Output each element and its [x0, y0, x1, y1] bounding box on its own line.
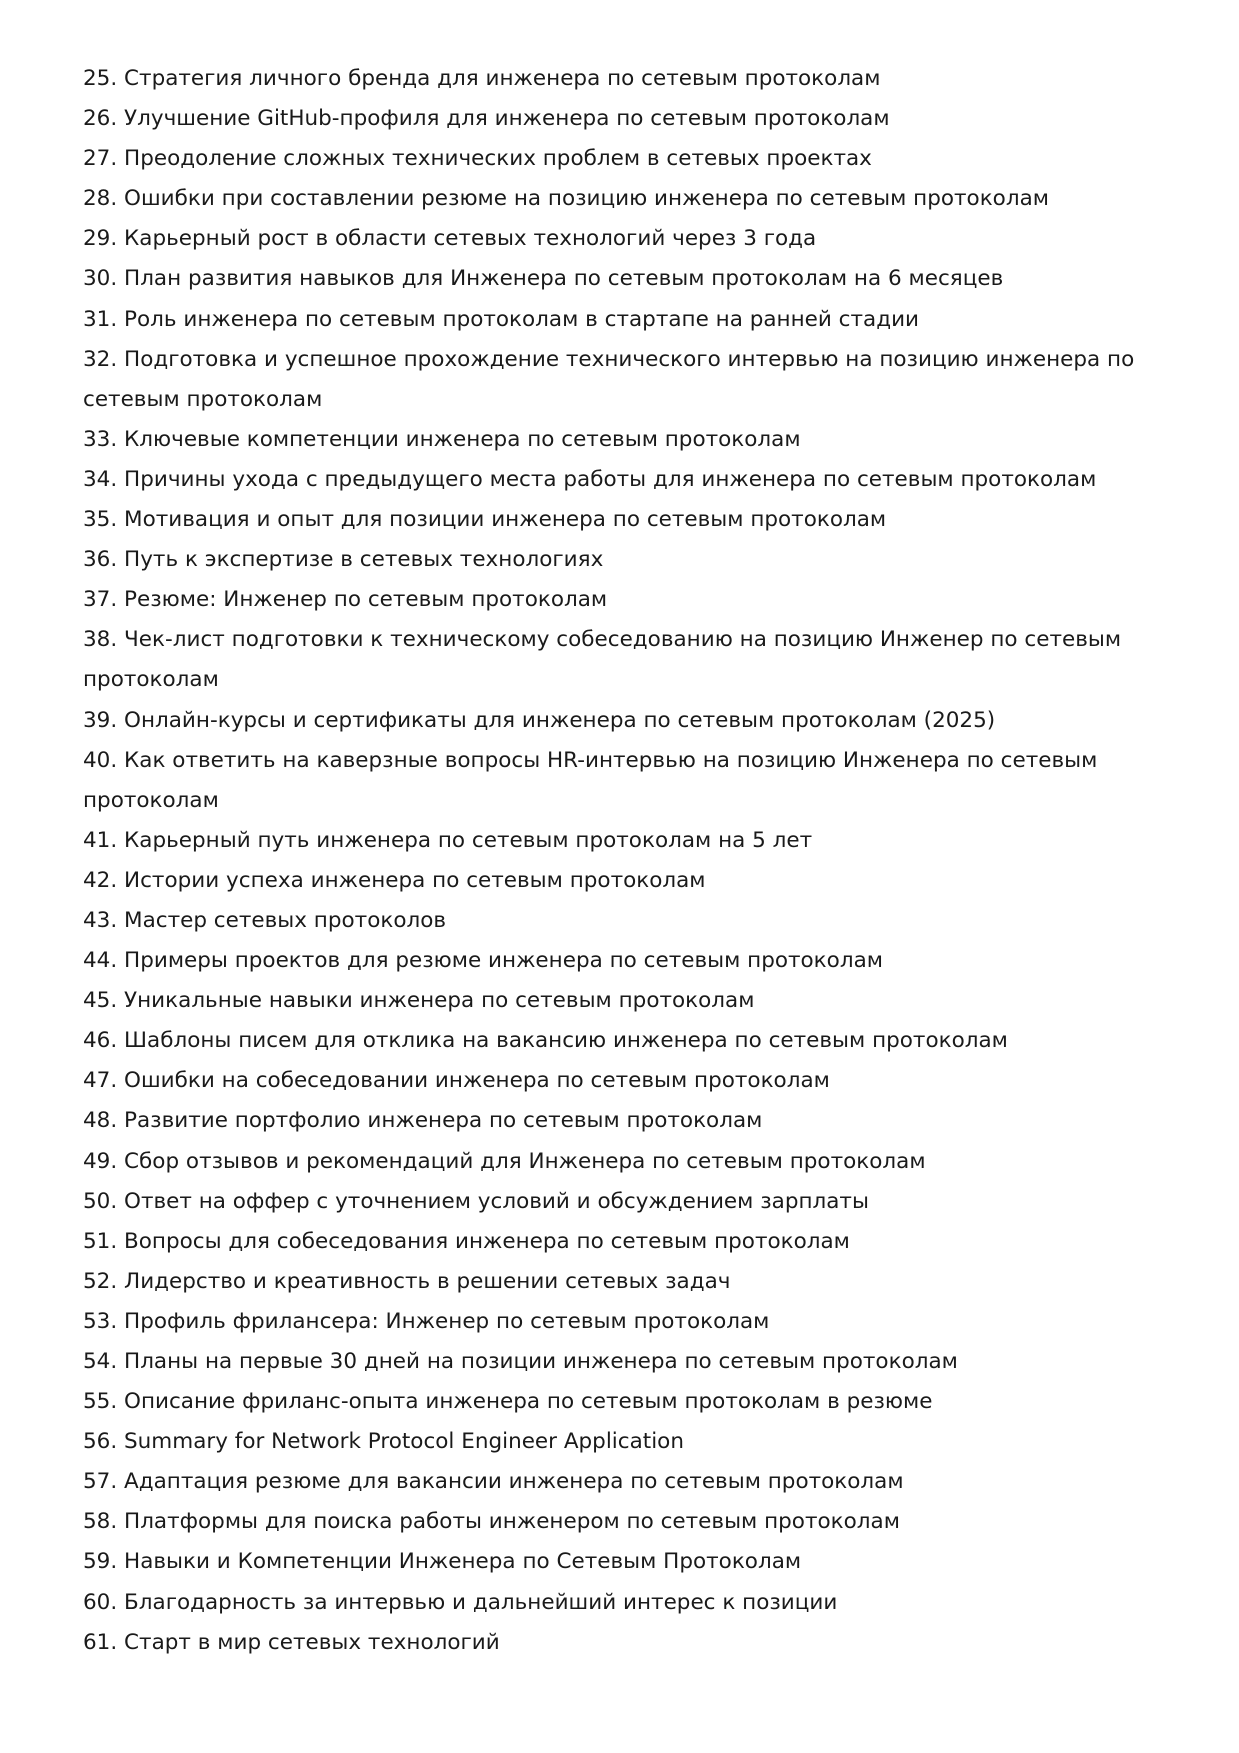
list-item: 29. Карьерный рост в области сетевых технологий через 3 года: [83, 226, 817, 252]
list-item: 25. Стратегия личного бренда для инженера по сетевым протоколам: [83, 66, 881, 91]
list-item: 42. Истории успеха инженера по сетевым протоколам: [83, 867, 706, 893]
list-item: 56. Summary for Network Protocol Engineer Application: [83, 1429, 684, 1455]
numbered-topic-list: [83, 59, 1163, 1663]
list-item: 34. Причины ухода с предыдущего места работы для инженера по сетевым протоколам: [83, 466, 1097, 492]
list-item: 59. Навыки и Компетенции Инженера по Сетевым Протоколам: [83, 1549, 802, 1575]
list-item: 37. Резюме: Инженер по сетевым протоколам: [83, 587, 608, 613]
list-item: 61. Старт в мир сетевых технологий: [83, 1629, 500, 1655]
list-item: 27. Преодоление сложных технических проблем в сетевых проектах: [83, 146, 872, 172]
list-item: 51. Вопросы для собеседования инженера по сетевым протоколам: [83, 1228, 850, 1254]
list-item: 43. Мастер сетевых протоколов: [83, 907, 447, 933]
list-item: 49. Сбор отзывов и рекомендаций для Инженера по сетевым протоколам: [83, 1148, 926, 1174]
list-item: 41. Карьерный путь инженера по сетевым протоколам на 5 лет: [83, 827, 813, 853]
list-item: 30. План развития навыков для Инженера по сетевым протоколам на 6 месяцев: [83, 266, 1004, 292]
list-item: 48. Развитие портфолио инженера по сетевым протоколам: [83, 1108, 763, 1134]
list-item: 45. Уникальные навыки инженера по сетевым протоколам: [83, 988, 755, 1014]
list-item: 60. Благодарность за интервью и дальнейший интерес к позиции: [83, 1589, 838, 1615]
list-item: 57. Адаптация резюме для вакансии инженера по сетевым протоколам: [83, 1469, 904, 1495]
list-item: 47. Ошибки на собеседовании инженера по сетевым протоколам: [83, 1068, 830, 1094]
list-item: 28. Ошибки при составлении резюме на позицию инженера по сетевым протоколам: [83, 186, 1049, 212]
list-item: 40. Как ответить на каверзные вопросы HR-интервью на позицию Инженера по сетевым протоколам: [83, 747, 1098, 813]
list-item: 52. Лидерство и креативность в решении сетевых задач: [83, 1268, 731, 1294]
list-item: 44. Примеры проектов для резюме инженера по сетевым протоколам: [83, 948, 883, 974]
list-item: 54. Планы на первые 30 дней на позиции инженера по сетевым протоколам: [83, 1349, 958, 1374]
list-item: 58. Платформы для поиска работы инженером по сетевым протоколам: [83, 1509, 900, 1535]
list-item: 38. Чек-лист подготовки к техническому собеседованию на позицию Инженер по сетевым протоколам: [83, 627, 1122, 693]
list-item: 26. Улучшение GitHub-профиля для инженера по сетевым протоколам: [83, 106, 890, 132]
list-item: 46. Шаблоны писем для отклика на вакансию инженера по сетевым протоколам: [83, 1028, 1008, 1054]
list-item: 36. Путь к экспертизе в сетевых технологиях: [83, 547, 604, 573]
list-item: 35. Мотивация и опыт для позиции инженера по сетевым протоколам: [83, 507, 887, 533]
list-item: 31. Роль инженера по сетевым протоколам в стартапе на ранней стадии: [83, 306, 920, 332]
list-item: 32. Подготовка и успешное прохождение технического интервью на позицию инженера по сетевым протоколам: [83, 346, 1135, 412]
list-item: 33. Ключевые компетенции инженера по сетевым протоколам: [83, 426, 801, 452]
list-item: 39. Онлайн-курсы и сертификаты для инженера по сетевым протоколам (2025): [83, 707, 996, 733]
list-item: 53. Профиль фрилансера: Инженер по сетевым протоколам: [83, 1308, 770, 1334]
list-item: 55. Описание фриланс-опыта инженера по сетевым протоколам в резюме: [83, 1389, 933, 1415]
list-item: 50. Ответ на оффер с уточнением условий и обсуждением зарплаты: [83, 1188, 869, 1214]
